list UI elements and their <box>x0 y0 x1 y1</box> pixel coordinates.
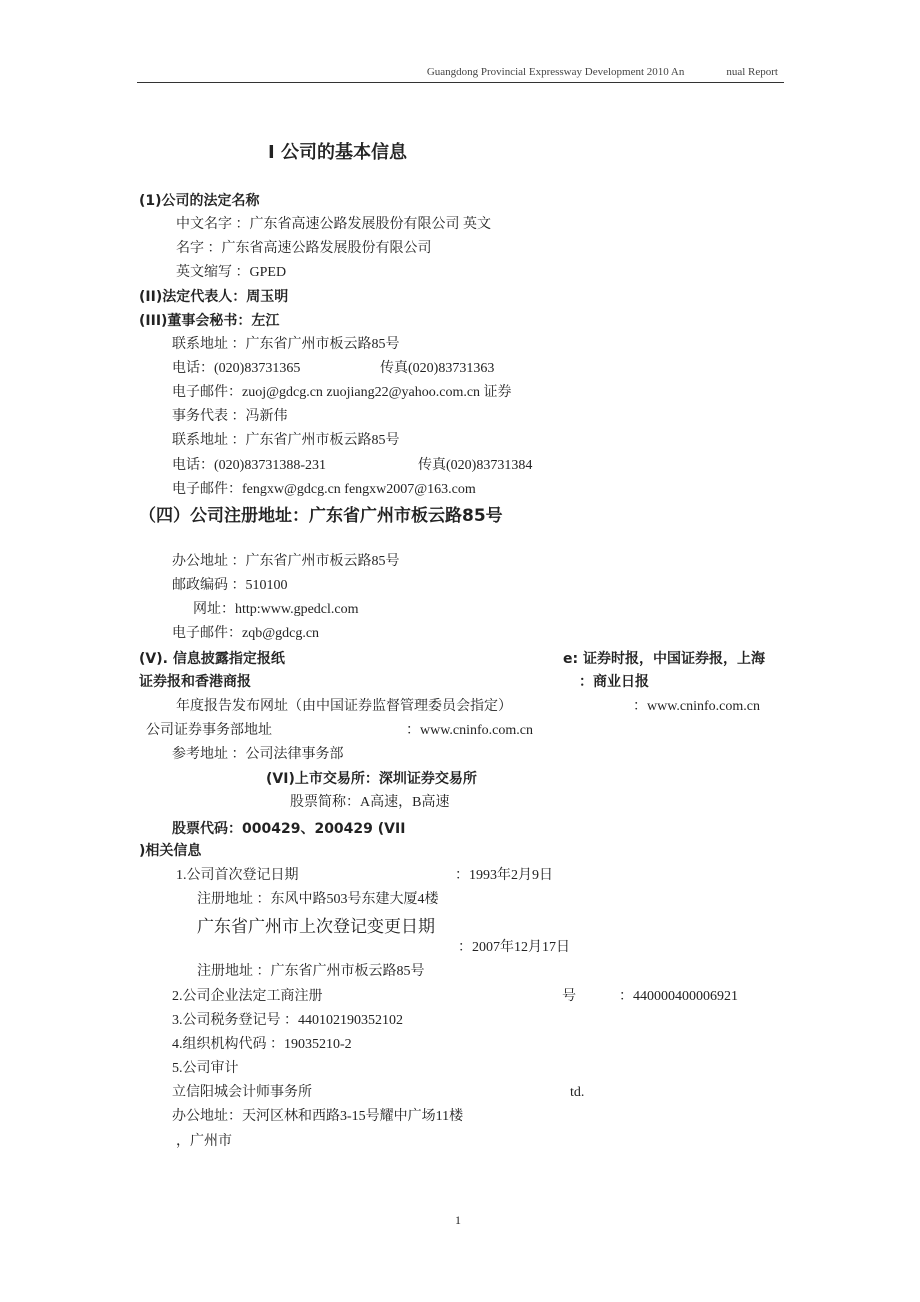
cn-name-line: 中文名字 ：广东省高速公路发展股份有限公司 英文 <box>176 217 491 232</box>
exchange-heading: (VI)上市交易所：深圳证券交易所 <box>266 771 477 787</box>
legal-name-heading: (1)公司的法定名称 <box>139 193 260 209</box>
legal-rep: (II)法定代表人：周玉明 <box>139 289 289 305</box>
biz-reg-value: ：440000400006921 <box>619 989 738 1004</box>
reg-address-2: 注册地址 ：广东省广州市板云路85号 <box>197 964 425 979</box>
report-site-label: 年度报告发布网址（由中国证券监督管理委员会指定） <box>176 699 512 714</box>
disclosure-papers-cont: 证券报和香港商报 <box>139 674 251 690</box>
secretary-heading: (III)董事会秘书：左江 <box>139 313 280 329</box>
office-website: 网址：http:www.gpedcl.com <box>193 602 359 617</box>
office-site-label: 公司证券事务部地址 <box>146 723 272 738</box>
disclosure-papers: e: 证券时报，中国证券报，上海 <box>563 651 765 667</box>
registered-address: （四）公司注册地址：广东省广州市板云路85号 <box>139 506 503 526</box>
stock-code: 股票代码：000429、200429 (VII <box>172 821 406 837</box>
section-title: Ⅰ 公司的基本信息 <box>268 142 407 163</box>
auditor-name: 立信阳城会计师事务所 <box>172 1085 312 1100</box>
reg-address-1: 注册地址 ：东风中路503号东建大厦4楼 <box>197 892 439 907</box>
page-number: 1 <box>455 1213 461 1227</box>
affairs-address: 联系地址 ：广东省广州市板云路85号 <box>172 433 400 448</box>
header-rule <box>137 82 784 83</box>
audit-city: ，广州市 <box>176 1134 232 1149</box>
related-info-heading: )相关信息 <box>139 843 202 859</box>
affairs-phone: 电话：(020)83731388-231 <box>172 458 326 473</box>
audit-heading: 5.公司审计 <box>172 1061 239 1076</box>
header-right: nual Report <box>726 66 778 78</box>
affairs-email: 电子邮件：fengxw@gdcg.cn fengxw2007@163.com <box>172 482 476 497</box>
audit-office: 办公地址：天河区林和西路3-15号耀中广场11楼 <box>172 1109 464 1124</box>
affairs-rep: 事务代表 ：冯新伟 <box>172 409 288 424</box>
first-reg-label: 1.公司首次登记日期 <box>176 868 299 883</box>
report-site-value: ：www.cninfo.com.cn <box>633 699 761 714</box>
reference-address: 参考地址 ：公司法律事务部 <box>172 747 344 762</box>
secretary-email: 电子邮件：zuoj@gdcg.cn zuojiang22@yahoo.com.cn 证券 <box>172 385 512 400</box>
office-site-value: ：www.cninfo.com.cn <box>406 723 534 738</box>
org-code: 4.组织机构代码 ：19035210-2 <box>172 1037 352 1052</box>
biz-reg-label: 2.公司企业法定工商注册 <box>172 989 323 1004</box>
running-header <box>0 66 778 78</box>
first-reg-date: ：1993年2月9日 <box>455 868 553 883</box>
disclosure-papers-right: ：商业日报 <box>579 674 649 690</box>
en-name-line: 名字 ：广东省高速公路发展股份有限公司 <box>176 241 432 256</box>
secretary-address: 联系地址 ：广东省广州市板云路85号 <box>172 337 400 352</box>
stock-short-name: 股票简称：A高速，B高速 <box>290 795 450 810</box>
affairs-fax: 传真(020)83731384 <box>418 458 533 473</box>
office-address: 办公地址 ：广东省广州市板云路85号 <box>172 554 400 569</box>
auditor-suffix: td. <box>570 1085 585 1100</box>
tax-reg: 3.公司税务登记号 ：440102190352102 <box>172 1013 403 1028</box>
secretary-fax: 传真(020)83731363 <box>380 361 495 376</box>
abbr-line: 英文缩写 ：GPED <box>176 265 287 280</box>
office-postcode: 邮政编码 ：510100 <box>172 578 288 593</box>
change-date-value: ：2007年12月17日 <box>458 940 570 955</box>
office-email: 电子邮件：zqb@gdcg.cn <box>172 626 320 641</box>
disclosure-heading: (V). 信息披露指定报纸 <box>139 651 285 667</box>
biz-reg-mid: 号 <box>562 989 576 1004</box>
secretary-phone: 电话：(020)83731365 <box>172 361 301 376</box>
header-left: Guangdong Provincial Expressway Development 2010 An <box>426 66 685 78</box>
change-date-label: 广东省广州市上次登记变更日期 <box>197 917 435 936</box>
